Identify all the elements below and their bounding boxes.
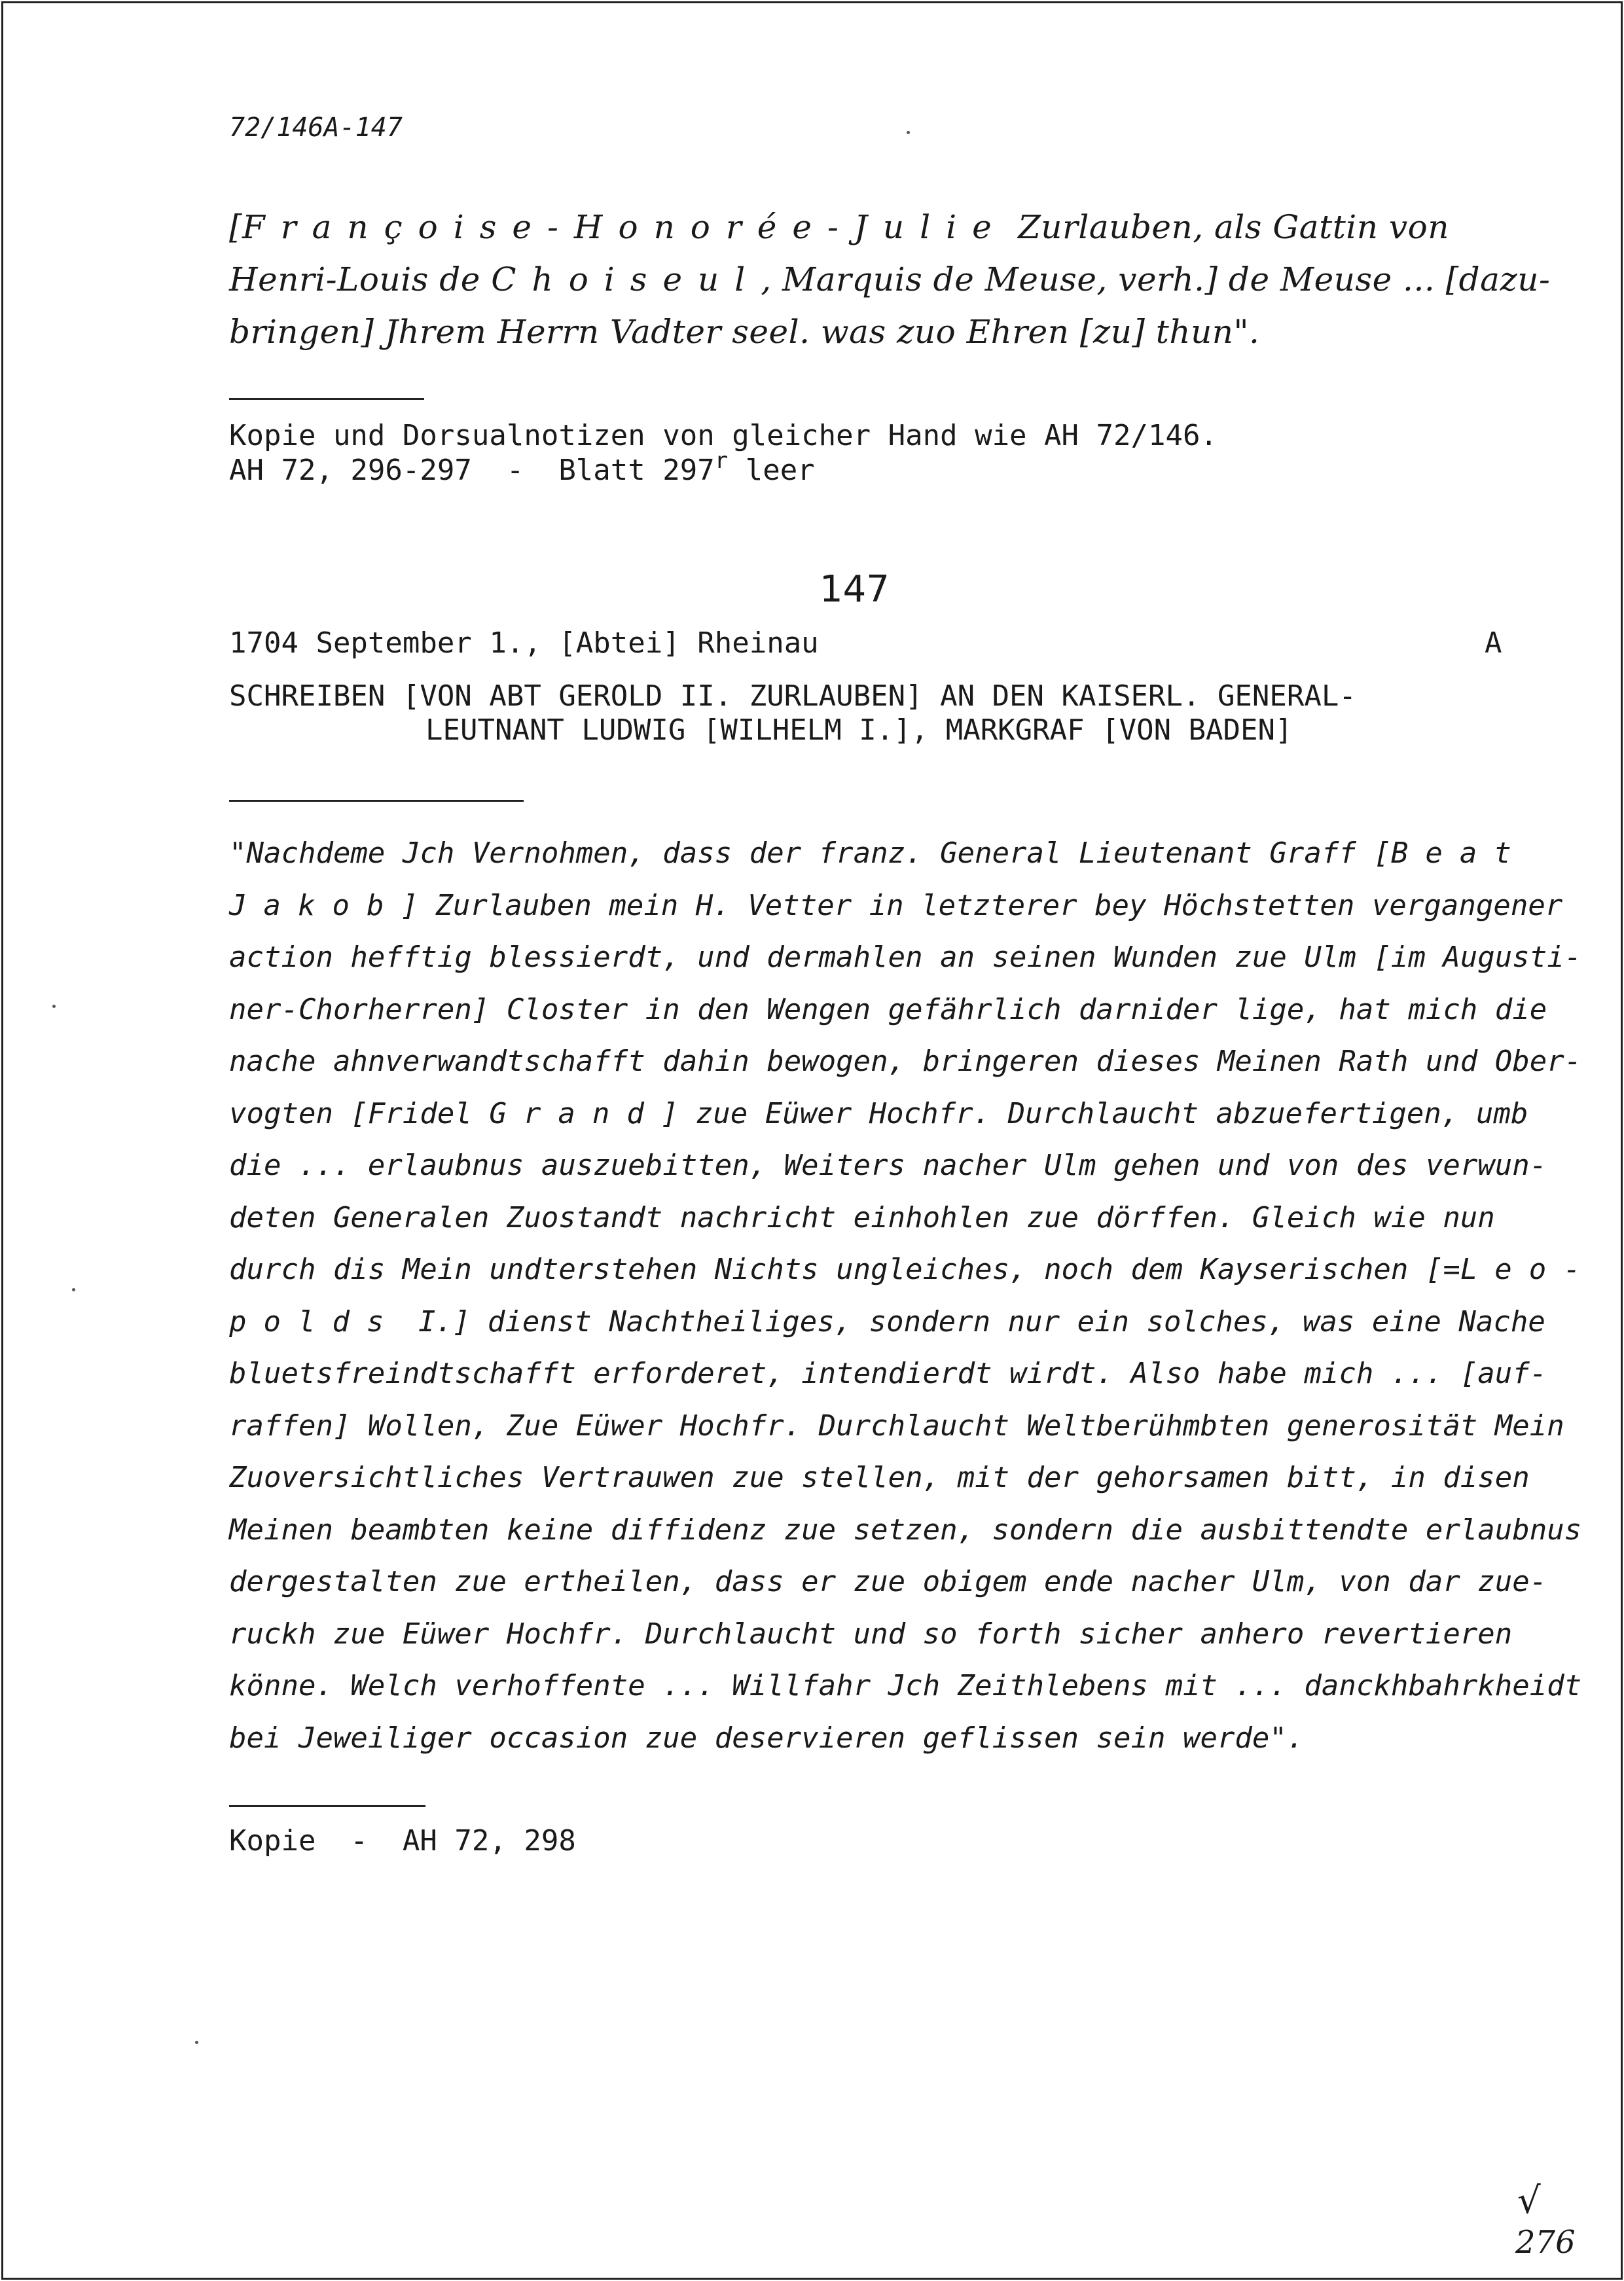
scan-speck [52,1005,56,1008]
body-line: die ... erlaubnus auszuebitten, Weiters nacher Ulm gehen und von des verwun- [229,1149,1547,1182]
body-line: action hefftig blessierdt, und dermahlen an seinen Wunden zue Ulm [im Augusti- [229,941,1582,974]
body-spaced-name: Beat [1390,836,1528,870]
scan-speck [195,2041,198,2044]
divider-rule [229,398,424,400]
letter-marker: A [1485,626,1502,660]
body-line [229,1253,1598,1286]
body-line: bluetsfreindtschafft erforderet, intendierdt wirdt. Also habe mich ... [auf- [229,1357,1547,1390]
body-text: vogten [Fridel [229,1097,490,1130]
note-line-2-start: AH 72, 296-297 - Blatt 297 [229,454,715,487]
handwritten-page-number: 276 [1515,2224,1576,2261]
divider-rule [229,800,524,802]
body-spaced-name: Grand [489,1097,661,1130]
document-number: 147 [820,568,890,611]
scan-speck [907,131,910,134]
body-text: ] zue Eüwer Hochfr. Durchlaucht abzuefertigen, umb [660,1097,1528,1130]
intro-line-1-start: [ [229,208,243,246]
body-line: raffen] Wollen, Zue Eüwer Hochfr. Durchlaucht Weltberühmbten generosität Mein [229,1409,1564,1443]
intro-line-2-end: , Marquis de Meuse, verh.] de Meuse ... [dazu- [761,260,1551,298]
body-line: dergestalten zue ertheilen, dass er zue obigem ende nacher Ulm, von dar zue- [229,1565,1547,1598]
divider-rule [229,1805,425,1807]
recto-superscript: r [714,448,729,474]
body-line: Meinen beambten keine diffidenz zue setzen, sondern die ausbittendte erlaubnus [229,1513,1582,1547]
body-text: ] Zurlauben mein H. Vetter in letzterer bey Höchstetten vergangener [401,889,1563,922]
body-spaced-name: polds [229,1305,401,1338]
note-line-1: Kopie und Dorsualnotizen von gleicher Hand wie AH 72/146. [229,419,1218,452]
body-line: nache ahnverwandtschafft dahin bewogen, bringeren dieses Meinen Rath und Ober- [229,1045,1582,1078]
intro-line-2 [229,260,1550,298]
body-line: Zuoversichtliches Vertrauwen zue stellen, mit der gehorsamen bitt, in disen [229,1461,1530,1494]
check-mark: √ [1517,2180,1541,2222]
intro-spaced-surname: Choiseul [491,260,761,298]
body-line [229,836,1528,870]
intro-line-3: bringen] Jhrem Herrn Vadter seel. was zuo Ehren [zu] thun". [229,313,1260,351]
intro-line-1 [229,208,1449,246]
scan-speck [72,1288,75,1291]
header-line-2: LEUTNANT LUDWIG [WILHELM I.], MARKGRAF [VON BADEN] [425,713,1293,747]
body-line: bei Jeweiliger occasion zue deservieren geflissen sein werde". [229,1721,1305,1755]
body-text: "Nachdeme Jch Vernohmen, dass der franz. General Lieutenant Graff [ [229,836,1391,870]
intro-line-1-end: Zurlauben, als Gattin von [1007,208,1449,246]
body-line: deten Generalen Zuostandt nachricht einhohlen zue dörffen. Gleich wie nun [229,1201,1495,1234]
body-line [229,1097,1528,1130]
note-line-2-end: leer [728,454,815,487]
body-spaced-name: Leo- [1460,1253,1598,1286]
body-line [229,1305,1545,1338]
body-spaced-name: Jakob [229,889,401,922]
intro-spaced-name: Françoise-Honorée-Julie [242,208,1007,246]
document-id: 72/146A-147 [229,113,403,143]
body-line: könne. Welch verhoffente ... Willfahr Jch Zeithlebens mit ... danckhbahrkheidt [229,1669,1582,1702]
body-line: ruckh zue Eüwer Hochfr. Durchlaucht und so forth sicher anhero revertieren [229,1617,1513,1651]
date-place: 1704 September 1., [Abtei] Rheinau [229,626,819,660]
body-line [229,889,1562,922]
header-line-1: SCHREIBEN [VON ABT GEROLD II. ZURLAUBEN] AN DEN KAISERL. GENERAL- [229,679,1356,713]
note-bottom: Kopie - AH 72, 298 [229,1824,576,1858]
note-line-2 [229,448,815,487]
body-text: durch dis Mein undterstehen Nichts ungleiches, noch dem Kayserischen [= [229,1253,1460,1286]
body-line: ner-Chorherren] Closter in den Wengen gefährlich darnider lige, hat mich die [229,993,1547,1026]
body-text: I.] dienst Nachtheiliges, sondern nur ein solches, was eine Nache [401,1305,1545,1338]
intro-line-2-start: Henri-Louis de [229,260,492,298]
